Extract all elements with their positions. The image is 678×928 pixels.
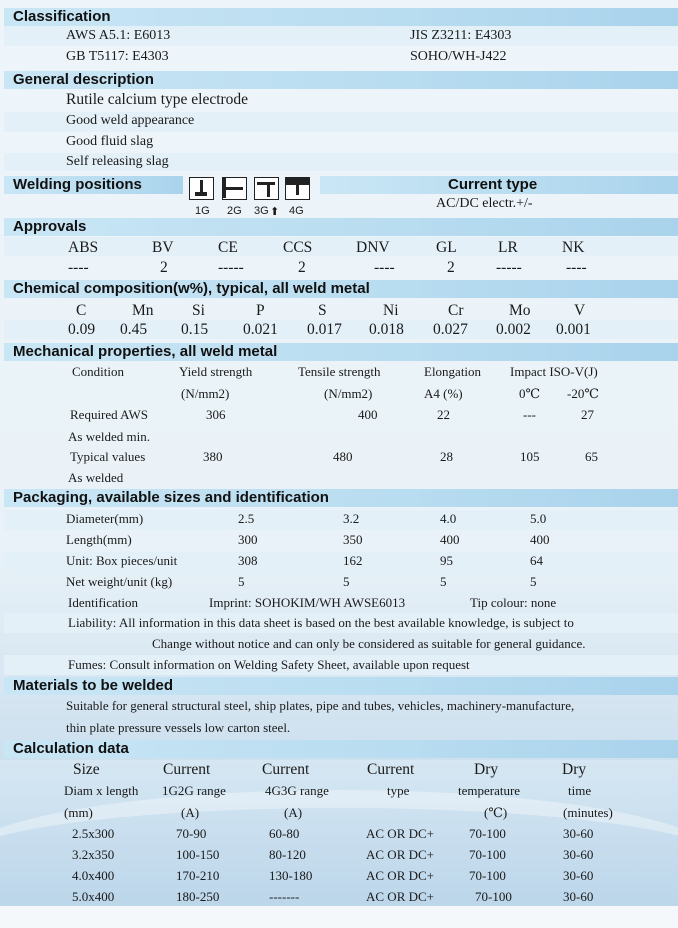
mechanical-unit-cell: (N/mm2) <box>181 386 230 401</box>
calc-cell: 130-180 <box>269 868 313 883</box>
chemical-element: V <box>574 302 586 319</box>
current-type-header: Current type <box>320 176 678 194</box>
mechanical-required-cell: 306 <box>206 407 226 422</box>
calc-cell: 5.0x400 <box>72 889 115 904</box>
calc-cell: 3.2x350 <box>72 847 115 862</box>
approvals-header: Approvals <box>4 218 678 236</box>
mechanical-typical-cell: 65 <box>585 449 598 464</box>
packaging-value: 5 <box>343 574 350 589</box>
calc-unit-cell: (A) <box>284 805 303 820</box>
mechanical-typical-cell: 380 <box>203 449 223 464</box>
packaging-row-label: Unit: Box pieces/unit <box>66 553 178 568</box>
calc-cell: 100-150 <box>176 847 220 862</box>
chemical-value: 0.027 <box>433 321 468 338</box>
mechanical-header-cell: Impact ISO-V(J) <box>510 364 598 379</box>
chemical-value: 0.017 <box>307 321 342 338</box>
mechanical-required-cell: 27 <box>581 407 594 422</box>
identification-label: Identification <box>68 595 139 610</box>
calc-subheader-cell: 1G2G range <box>162 783 226 798</box>
chemical-header: Chemical composition(w%), typical, all weld metal <box>4 280 678 298</box>
chemical-element: Cr <box>448 302 464 319</box>
chemical-value: 0.021 <box>243 321 278 338</box>
calc-cell: 70-100 <box>469 826 506 841</box>
mechanical-required-cell: 400 <box>358 407 378 422</box>
mechanical-required-cell: Required AWS <box>70 407 149 422</box>
approval-body-name: GL <box>436 239 457 256</box>
approval-value: 2 <box>447 259 455 276</box>
mechanical-unit-cell: 0℃ <box>519 386 541 401</box>
approval-body-name: BV <box>152 239 174 256</box>
packaging-value: 5 <box>530 574 537 589</box>
mechanical-unit-cell: -20℃ <box>567 386 599 401</box>
mechanical-unit-cell: (N/mm2) <box>324 386 373 401</box>
chemical-element: Ni <box>383 302 399 319</box>
classification-header: Classification <box>4 8 678 26</box>
calc-subheader-cell: temperature <box>458 783 521 798</box>
calc-cell: AC OR DC+ <box>366 889 435 904</box>
chemical-value: 0.45 <box>120 321 148 338</box>
mechanical-header-cell: Elongation <box>424 364 482 379</box>
calc-header-cell: Current <box>262 761 310 778</box>
packaging-header: Packaging, available sizes and identification <box>4 489 678 507</box>
chemical-value: 0.09 <box>68 321 96 338</box>
calc-cell: 30-60 <box>563 826 594 841</box>
approval-body-name: CE <box>218 239 238 256</box>
chemical-value: 0.001 <box>556 321 591 338</box>
calc-subheader-cell: 4G3G range <box>265 783 329 798</box>
packaging-value: 400 <box>530 532 550 547</box>
chemical-element: C <box>76 302 87 319</box>
approval-body-name: LR <box>498 239 518 256</box>
calc-unit-cell: (minutes) <box>563 805 613 820</box>
chemical-element: Si <box>192 302 205 319</box>
liability-text: Change without notice and can only be considered as suitable for general guidance. <box>152 636 586 651</box>
calc-cell: ------- <box>269 889 300 904</box>
mechanical-header: Mechanical properties, all weld metal <box>4 343 678 361</box>
approval-value: ----- <box>218 259 244 276</box>
general-line: Self releasing slag <box>66 154 169 169</box>
calc-cell: 30-60 <box>563 889 594 904</box>
calc-header-cell: Dry <box>562 761 587 778</box>
calc-cell: 70-90 <box>176 826 207 841</box>
calc-cell: 30-60 <box>563 847 594 862</box>
chemical-element: Mn <box>132 302 154 319</box>
position-1g-icon <box>189 177 214 200</box>
packaging-value: 2.5 <box>238 511 255 526</box>
packaging-row-label: Length(mm) <box>66 532 132 547</box>
packaging-value: 400 <box>440 532 460 547</box>
calc-cell: 70-100 <box>469 847 506 862</box>
packaging-row-label: Diameter(mm) <box>66 511 144 526</box>
packaging-value: 300 <box>238 532 258 547</box>
mechanical-header-cell: Tensile strength <box>298 364 381 379</box>
calc-cell: 30-60 <box>563 868 594 883</box>
welding-positions-header: Welding positions <box>4 176 183 194</box>
mechanical-typical-cell: 105 <box>520 449 540 464</box>
calc-cell: 70-100 <box>469 868 506 883</box>
position-3g-icon <box>254 177 279 200</box>
materials-text: Suitable for general structural steel, ship plates, pipe and tubes, vehicles, machinery-manufacture, <box>66 698 575 713</box>
position-4g-icon <box>285 177 310 200</box>
approval-value: ----- <box>496 259 522 276</box>
calc-subheader-cell: type <box>387 783 410 798</box>
mechanical-required-note: As welded min. <box>68 429 150 444</box>
liability-text: Liability: All information in this data sheet is based on the best available knowledge, is subject to <box>68 615 574 630</box>
packaging-row-label: Net weight/unit (kg) <box>66 574 173 589</box>
mechanical-typical-cell: 28 <box>440 449 453 464</box>
chemical-element: P <box>256 302 265 319</box>
approval-body-name: NK <box>562 239 585 256</box>
chemical-element: Mo <box>509 302 531 319</box>
position-label: 1G <box>195 205 210 217</box>
approval-value: ---- <box>374 259 395 276</box>
position-label: 4G <box>289 205 304 217</box>
calc-cell: 180-250 <box>176 889 220 904</box>
position-2g-icon <box>222 177 247 200</box>
approval-value: ---- <box>566 259 587 276</box>
arrow-up-icon: ⬆ <box>270 205 280 218</box>
calc-cell: 2.5x300 <box>72 826 115 841</box>
approval-body-name: CCS <box>283 239 313 256</box>
mechanical-unit-cell: A4 (%) <box>424 386 463 401</box>
calc-header-cell: Current <box>163 761 211 778</box>
general-line: Rutile calcium type electrode <box>66 91 249 108</box>
calc-subheader-cell: time <box>568 783 592 798</box>
calc-cell: 80-120 <box>269 847 306 862</box>
calc-unit-cell: (℃) <box>484 805 508 820</box>
calc-cell: 4.0x400 <box>72 868 115 883</box>
imprint-text: Imprint: SOHOKIM/WH AWSE6013 <box>209 595 406 610</box>
tip-colour-text: Tip colour: none <box>470 595 557 610</box>
mechanical-header-cell: Yield strength <box>179 364 253 379</box>
aws-class: AWS A5.1: E6013 <box>66 28 171 43</box>
calculation-header: Calculation data <box>4 740 678 758</box>
packaging-value: 3.2 <box>343 511 360 526</box>
mechanical-typical-note: As welded <box>68 470 124 485</box>
mechanical-required-cell: 22 <box>437 407 450 422</box>
calc-header-cell: Size <box>73 761 100 778</box>
calc-cell: AC OR DC+ <box>366 868 435 883</box>
packaging-value: 162 <box>343 553 363 568</box>
calc-header-cell: Current <box>367 761 415 778</box>
approval-value: ---- <box>68 259 89 276</box>
packaging-value: 350 <box>343 532 363 547</box>
calc-cell: 70-100 <box>475 889 512 904</box>
position-label: 2G <box>227 205 242 217</box>
calc-cell: AC OR DC+ <box>366 826 435 841</box>
calc-cell: AC OR DC+ <box>366 847 435 862</box>
packaging-value: 5 <box>238 574 245 589</box>
position-label: 3G <box>254 205 269 217</box>
calc-unit-cell: (mm) <box>64 805 93 820</box>
materials-header: Materials to be welded <box>4 677 678 695</box>
general-line: Good weld appearance <box>66 113 195 128</box>
materials-text: thin plate pressure vessels low carton steel. <box>66 720 291 735</box>
approval-value: 2 <box>298 259 306 276</box>
current-type-value: AC/DC electr.+/- <box>436 196 533 211</box>
soho-class: SOHO/WH-J422 <box>410 49 507 64</box>
calc-subheader-cell: Diam x length <box>64 783 139 798</box>
packaging-value: 308 <box>238 553 258 568</box>
gb-class: GB T5117: E4303 <box>66 49 169 64</box>
jis-class: JIS Z3211: E4303 <box>410 28 512 43</box>
approval-value: 2 <box>160 259 168 276</box>
approval-body-name: DNV <box>356 239 390 256</box>
calc-header-cell: Dry <box>474 761 499 778</box>
chemical-value: 0.002 <box>496 321 531 338</box>
packaging-value: 5 <box>440 574 447 589</box>
mechanical-typical-cell: Typical values <box>70 449 146 464</box>
packaging-value: 64 <box>530 553 543 568</box>
mechanical-typical-cell: 480 <box>333 449 353 464</box>
approval-body-name: ABS <box>68 239 99 256</box>
chemical-value: 0.018 <box>369 321 404 338</box>
calc-cell: 170-210 <box>176 868 220 883</box>
packaging-value: 4.0 <box>440 511 457 526</box>
packaging-value: 95 <box>440 553 453 568</box>
packaging-value: 5.0 <box>530 511 547 526</box>
chemical-value: 0.15 <box>181 321 209 338</box>
general-line: Good fluid slag <box>66 134 154 149</box>
mechanical-required-cell: --- <box>523 407 536 422</box>
mechanical-header-cell: Condition <box>72 364 125 379</box>
chemical-element: S <box>318 302 327 319</box>
calc-cell: 60-80 <box>269 826 300 841</box>
general-header: General description <box>4 71 678 89</box>
calc-unit-cell: (A) <box>181 805 200 820</box>
fumes-text: Fumes: Consult information on Welding Safety Sheet, available upon request <box>68 657 470 672</box>
